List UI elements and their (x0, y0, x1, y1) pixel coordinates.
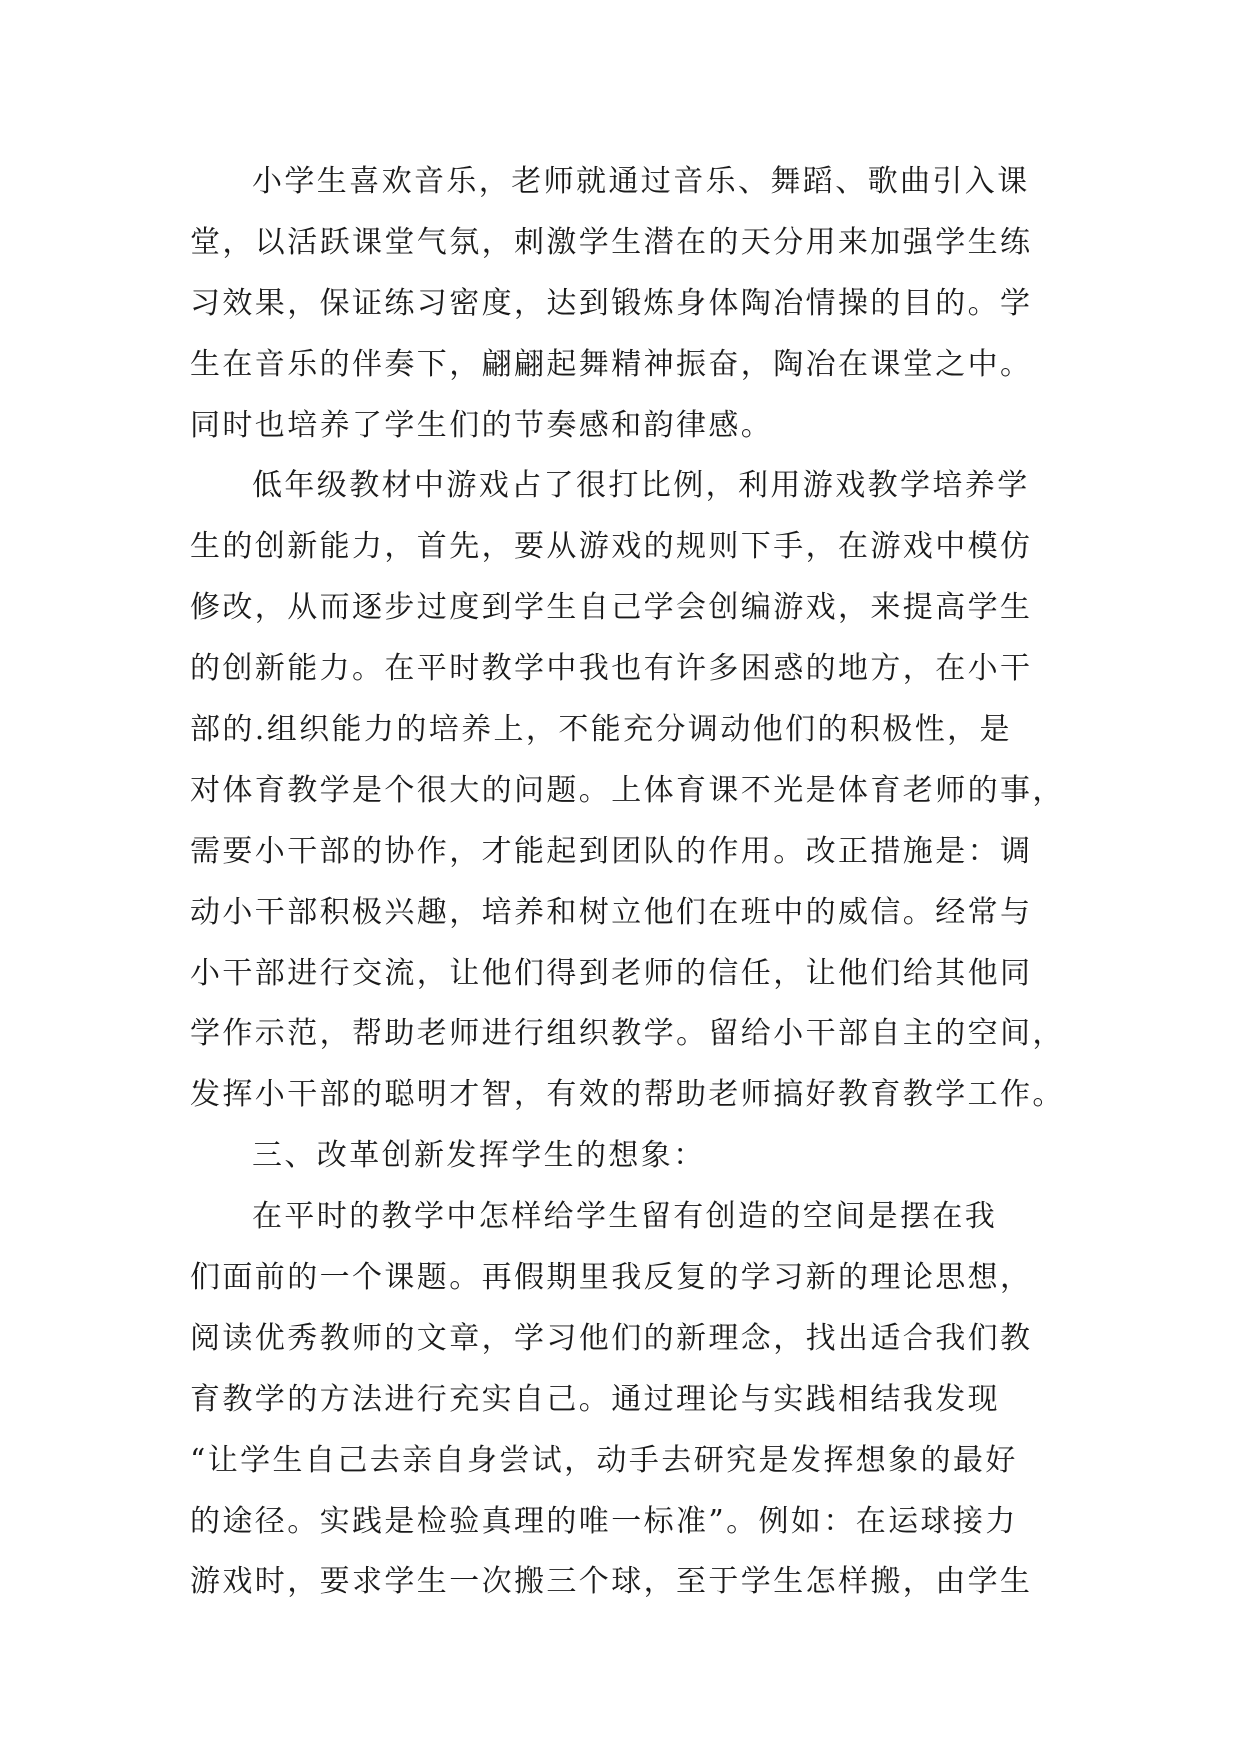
text-line: 需要小干部的协作，才能起到团队的作用。改正措施是：调 (190, 833, 1033, 869)
text-line: 小学生喜欢音乐，老师就通过音乐、舞蹈、歌曲引入课 (252, 164, 1030, 199)
text-line: 习效果，保证练习密度，达到锻炼身体陶冶情操的目的。学 (190, 285, 1033, 321)
text-line: 小干部进行交流，让他们得到老师的信任，让他们给其他同 (190, 955, 1033, 991)
text-line: 堂，以活跃课堂气氛，刺激学生潜在的天分用来加强学生练 (190, 224, 1033, 260)
text-line: 的途径。实践是检验真理的唯一标准”。例如：在运球接力 (190, 1503, 1018, 1539)
text-line: 发挥小干部的聪明才智，有效的帮助老师搞好教育教学工作。 (190, 1077, 1065, 1113)
text-line: 生在音乐的伴奏下，翩翩起舞精神振奋，陶冶在课堂之中。 (190, 346, 1033, 382)
text-line: 学作示范，帮助老师进行组织教学。留给小干部自主的空间， (190, 1016, 1065, 1052)
text-line: 低年级教材中游戏占了很打比例，利用游戏教学培养学 (252, 468, 1030, 504)
text-line: 的创新能力。在平时教学中我也有许多困惑的地方，在小干 (190, 651, 1033, 687)
text-line: 同时也培养了学生们的节奏感和韵律感。 (190, 407, 774, 443)
text-line: “让学生自己去亲自身尝试，动手去研究是发挥想象的最好 (190, 1442, 1018, 1478)
document-body (190, 152, 1065, 1613)
text-line: 动小干部积极兴趣，培养和树立他们在班中的威信。经常与 (190, 894, 1033, 930)
section-heading: 三、改革创新发挥学生的想象： (252, 1138, 706, 1174)
text-line: 生的创新能力，首先，要从游戏的规则下手，在游戏中模仿 (190, 529, 1033, 565)
text-line: 修改，从而逐步过度到学生自己学会创编游戏，来提高学生 (190, 590, 1033, 626)
text-line: 游戏时，要求学生一次搬三个球，至于学生怎样搬，由学生 (190, 1564, 1033, 1600)
text-line: 育教学的方法进行充实自己。通过理论与实践相结我发现 (190, 1381, 1000, 1417)
text-line: 部的.组织能力的培养上，不能充分调动他们的积极性，是 (190, 712, 1012, 748)
text-line: 们面前的一个课题。再假期里我反复的学习新的理论思想， (190, 1260, 1033, 1296)
text-line: 在平时的教学中怎样给学生留有创造的空间是摆在我 (252, 1199, 998, 1235)
text-line: 对体育教学是个很大的问题。上体育课不光是体育老师的事， (190, 772, 1065, 808)
text-line: 阅读优秀教师的文章，学习他们的新理念，找出适合我们教 (190, 1320, 1033, 1356)
